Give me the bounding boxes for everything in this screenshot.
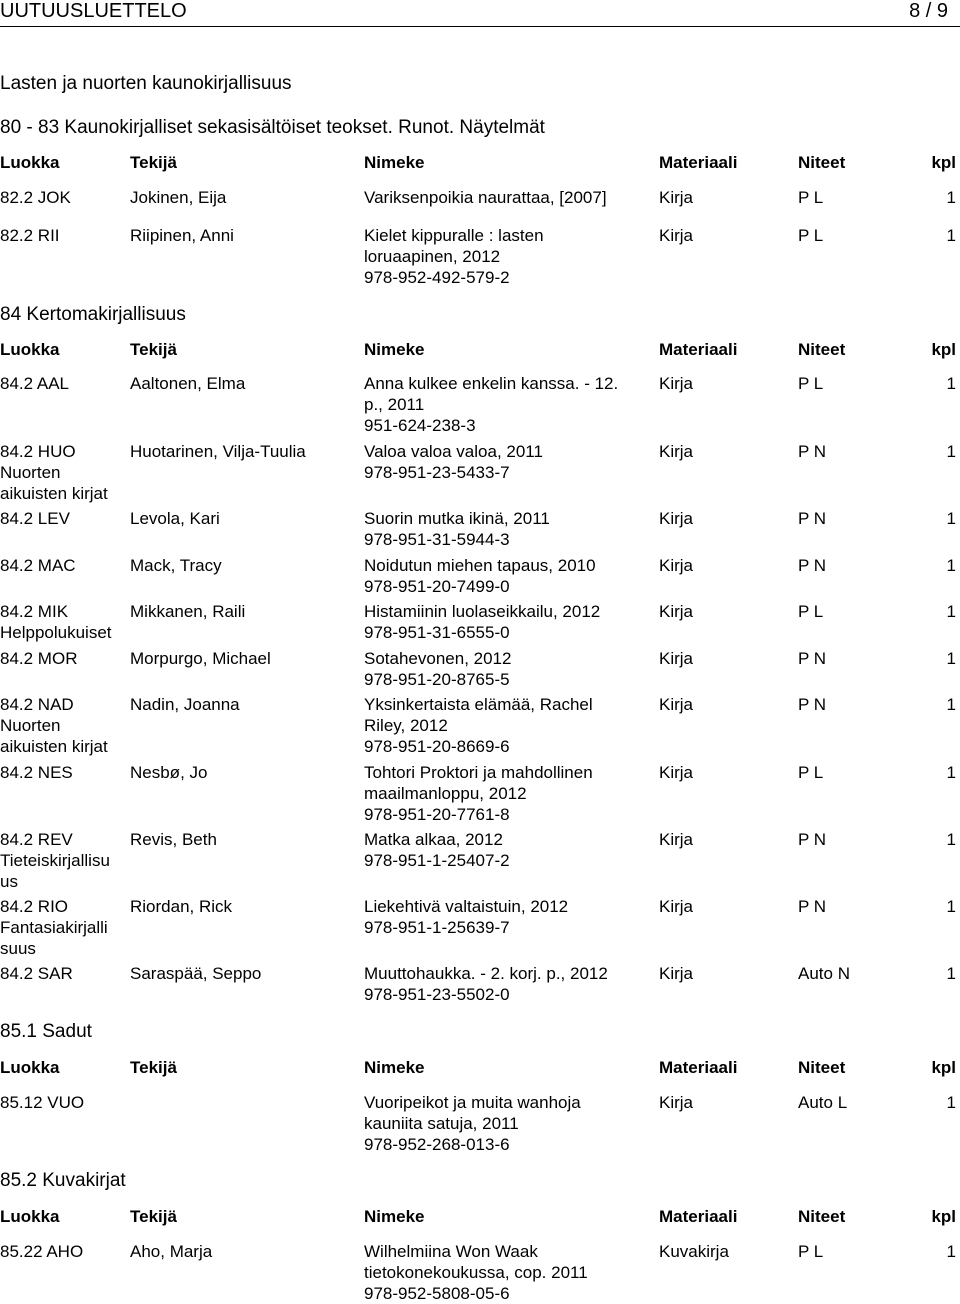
section-heading: 84 Kertomakirjallisuus	[0, 304, 186, 325]
row-kpl: 1	[946, 763, 956, 782]
row-nimeke	[364, 829, 510, 871]
row-materiaali: Kirja	[659, 226, 694, 245]
column-header-materiaali: Materiaali	[659, 340, 738, 359]
row-nimeke-line: Matka alkaa, 2012	[364, 830, 503, 849]
column-header-materiaali: Materiaali	[659, 153, 738, 172]
row-luokka-line: 84.2 REV	[0, 830, 73, 849]
row-luokka	[0, 508, 70, 529]
column-header-nimeke: Nimeke	[364, 1058, 425, 1077]
row-luokka	[0, 896, 108, 959]
row-nimeke-line: Anna kulkee enkelin kanssa. - 12.	[364, 374, 619, 393]
row-nimeke-line: 978-951-23-5502-0	[364, 985, 510, 1004]
row-nimeke	[364, 187, 607, 208]
row-kpl: 1	[946, 1242, 956, 1261]
row-materiaali: Kirja	[659, 897, 694, 916]
row-tekija: Riipinen, Anni	[130, 226, 234, 245]
row-nimeke	[364, 225, 544, 288]
row-materiaali: Kirja	[659, 374, 694, 393]
column-header-luokka: Luokka	[0, 1058, 60, 1077]
row-luokka	[0, 694, 108, 757]
row-luokka	[0, 762, 73, 783]
row-tekija: Aho, Marja	[130, 1242, 213, 1261]
row-luokka-line: 84.2 RIO	[0, 897, 69, 916]
row-kpl: 1	[946, 1093, 956, 1112]
row-luokka	[0, 1241, 83, 1262]
column-header-tekija: Tekijä	[130, 1058, 177, 1077]
row-materiaali: Kirja	[659, 188, 694, 207]
row-nimeke	[364, 555, 596, 597]
row-tekija: Nadin, Joanna	[130, 695, 240, 714]
column-header-kpl: kpl	[931, 1207, 956, 1226]
row-luokka	[0, 441, 108, 504]
row-nimeke-line: loruaapinen, 2012	[364, 247, 501, 266]
row-nimeke	[364, 373, 618, 436]
section-title: Lasten ja nuorten kaunokirjallisuus	[0, 73, 292, 94]
row-luokka-line: suus	[0, 939, 36, 958]
row-luokka	[0, 648, 77, 669]
row-luokka-line: 84.2 NAD	[0, 695, 74, 714]
row-luokka-line: Nuorten	[0, 463, 61, 482]
row-nimeke-line: kauniita satuja, 2011	[364, 1114, 519, 1133]
column-header-niteet: Niteet	[798, 1207, 846, 1226]
row-niteet: P L	[798, 1242, 824, 1261]
row-nimeke-line: Tohtori Proktori ja mahdollinen	[364, 763, 593, 782]
column-header-kpl: kpl	[931, 153, 956, 172]
row-materiaali: Kuvakirja	[659, 1242, 729, 1261]
row-nimeke-line: Riley, 2012	[364, 716, 448, 735]
row-materiaali: Kirja	[659, 1093, 694, 1112]
row-nimeke-line: 978-951-20-8765-5	[364, 670, 510, 689]
row-niteet: P L	[798, 226, 824, 245]
row-niteet: P N	[798, 649, 827, 668]
column-header-materiaali: Materiaali	[659, 1058, 738, 1077]
row-nimeke-line: 978-952-268-013-6	[364, 1135, 510, 1154]
row-nimeke	[364, 896, 568, 938]
row-materiaali: Kirja	[659, 649, 694, 668]
row-nimeke	[364, 508, 550, 550]
row-materiaali: Kirja	[659, 695, 694, 714]
row-tekija: Saraspää, Seppo	[130, 964, 262, 983]
row-kpl: 1	[946, 188, 956, 207]
row-niteet: P N	[798, 509, 827, 528]
row-nimeke-line: Valoa valoa valoa, 2011	[364, 442, 543, 461]
column-header-tekija: Tekijä	[130, 153, 177, 172]
row-luokka-line: 84.2 HUO	[0, 442, 76, 461]
row-tekija: Mack, Tracy	[130, 556, 222, 575]
row-nimeke-line: Vuoripeikot ja muita wanhoja	[364, 1093, 581, 1112]
row-luokka	[0, 555, 76, 576]
row-kpl: 1	[946, 695, 956, 714]
row-luokka	[0, 373, 69, 394]
row-nimeke-line: Histamiinin luolaseikkailu, 2012	[364, 602, 601, 621]
section-heading: 80 - 83 Kaunokirjalliset sekasisältöiset teokset. Runot. Näytelmät	[0, 117, 545, 138]
column-header-materiaali: Materiaali	[659, 1207, 738, 1226]
row-materiaali: Kirja	[659, 964, 694, 983]
row-nimeke-line: Yksinkertaista elämää, Rachel	[364, 695, 593, 714]
row-kpl: 1	[946, 649, 956, 668]
row-nimeke	[364, 762, 593, 825]
row-nimeke-line: tietokonekoukussa, cop. 2011	[364, 1263, 588, 1282]
row-tekija: Huotarinen, Vilja-Tuulia	[130, 442, 306, 461]
row-materiaali: Kirja	[659, 602, 694, 621]
row-tekija: Jokinen, Eija	[130, 188, 227, 207]
row-nimeke-line: Sotahevonen, 2012	[364, 649, 512, 668]
row-luokka	[0, 187, 71, 208]
row-luokka	[0, 963, 73, 984]
row-nimeke	[364, 1241, 588, 1304]
column-header-nimeke: Nimeke	[364, 153, 425, 172]
row-tekija: Aaltonen, Elma	[130, 374, 246, 393]
row-kpl: 1	[946, 442, 956, 461]
row-nimeke-line: 951-624-238-3	[364, 416, 476, 435]
row-luokka-line: 84.2 AAL	[0, 374, 70, 393]
row-luokka	[0, 225, 60, 246]
column-header-tekija: Tekijä	[130, 1207, 177, 1226]
row-tekija: Levola, Kari	[130, 509, 220, 528]
row-luokka-line: us	[0, 872, 18, 891]
row-luokka-line: Helppolukuiset	[0, 623, 112, 642]
row-luokka-line: 85.22 AHO	[0, 1242, 84, 1261]
page-number: 8 / 9	[909, 0, 948, 22]
row-nimeke-line: Muuttohaukka. - 2. korj. p., 2012	[364, 964, 608, 983]
column-header-luokka: Luokka	[0, 1207, 60, 1226]
column-header-luokka: Luokka	[0, 153, 60, 172]
row-tekija: Riordan, Rick	[130, 897, 233, 916]
row-luokka-line: 82.2 RII	[0, 226, 60, 245]
column-header-nimeke: Nimeke	[364, 340, 425, 359]
row-niteet: P N	[798, 556, 827, 575]
column-header-kpl: kpl	[931, 340, 956, 359]
row-niteet: P N	[798, 695, 827, 714]
row-kpl: 1	[946, 226, 956, 245]
row-luokka	[0, 1092, 84, 1113]
row-kpl: 1	[946, 964, 956, 983]
row-niteet: P L	[798, 763, 824, 782]
row-nimeke	[364, 441, 543, 483]
row-materiaali: Kirja	[659, 442, 694, 461]
row-nimeke	[364, 963, 608, 1005]
row-luokka-line: Tieteiskirjallisu	[0, 851, 110, 870]
row-luokka-line: aikuisten kirjat	[0, 737, 108, 756]
row-luokka-line: 84.2 NES	[0, 763, 73, 782]
column-header-tekija: Tekijä	[130, 340, 177, 359]
row-nimeke-line: 978-951-1-25407-2	[364, 851, 510, 870]
row-kpl: 1	[946, 602, 956, 621]
row-nimeke-line: Liekehtivä valtaistuin, 2012	[364, 897, 569, 916]
section-heading: 85.2 Kuvakirjat	[0, 1170, 126, 1191]
column-header-luokka: Luokka	[0, 340, 60, 359]
row-nimeke-line: 978-951-1-25639-7	[364, 918, 510, 937]
row-kpl: 1	[946, 374, 956, 393]
row-luokka-line: Fantasiakirjalli	[0, 918, 108, 937]
row-niteet: P L	[798, 188, 824, 207]
row-luokka-line: 84.2 LEV	[0, 509, 70, 528]
row-luokka-line: 84.2 MAC	[0, 556, 76, 575]
row-niteet: Auto N	[798, 964, 850, 983]
row-nimeke-line: Variksenpoikia naurattaa, [2007]	[364, 188, 607, 207]
row-niteet: P N	[798, 830, 827, 849]
section-heading: 85.1 Sadut	[0, 1021, 92, 1042]
row-luokka	[0, 829, 110, 892]
row-niteet: Auto L	[798, 1093, 848, 1112]
row-materiaali: Kirja	[659, 763, 694, 782]
row-luokka-line: 84.2 MIK	[0, 602, 69, 621]
row-materiaali: Kirja	[659, 556, 694, 575]
row-kpl: 1	[946, 556, 956, 575]
header-rule	[0, 26, 960, 27]
column-header-niteet: Niteet	[798, 340, 846, 359]
row-niteet: P L	[798, 374, 824, 393]
row-nimeke-line: Suorin mutka ikinä, 2011	[364, 509, 550, 528]
row-tekija: Revis, Beth	[130, 830, 217, 849]
row-luokka-line: 82.2 JOK	[0, 188, 71, 207]
row-nimeke-line: Noidutun miehen tapaus, 2010	[364, 556, 596, 575]
row-luokka-line: aikuisten kirjat	[0, 484, 108, 503]
row-niteet: P L	[798, 602, 824, 621]
row-kpl: 1	[946, 509, 956, 528]
row-tekija: Nesbø, Jo	[130, 763, 208, 782]
row-nimeke-line: Kielet kippuralle : lasten	[364, 226, 544, 245]
row-nimeke-line: 978-952-5808-05-6	[364, 1284, 510, 1303]
row-nimeke-line: 978-951-20-7499-0	[364, 577, 510, 596]
column-header-kpl: kpl	[931, 1058, 956, 1077]
row-luokka-line: Nuorten	[0, 716, 61, 735]
column-header-niteet: Niteet	[798, 1058, 846, 1077]
row-nimeke-line: Wilhelmiina Won Waak	[364, 1242, 538, 1261]
row-kpl: 1	[946, 830, 956, 849]
row-luokka-line: 85.12 VUO	[0, 1093, 85, 1112]
row-tekija: Morpurgo, Michael	[130, 649, 271, 668]
row-nimeke	[364, 694, 593, 757]
row-nimeke-line: maailmanloppu, 2012	[364, 784, 527, 803]
row-luokka	[0, 601, 112, 643]
row-tekija: Mikkanen, Raili	[130, 602, 246, 621]
row-nimeke-line: 978-951-31-6555-0	[364, 623, 510, 642]
row-kpl: 1	[946, 897, 956, 916]
row-nimeke	[364, 648, 511, 690]
row-nimeke-line: 978-952-492-579-2	[364, 268, 510, 287]
row-niteet: P N	[798, 897, 827, 916]
row-nimeke-line: 978-951-20-8669-6	[364, 737, 510, 756]
row-nimeke-line: 978-951-31-5944-3	[364, 530, 510, 549]
row-nimeke-line: 978-951-23-5433-7	[364, 463, 510, 482]
row-nimeke	[364, 601, 600, 643]
row-materiaali: Kirja	[659, 509, 694, 528]
row-materiaali: Kirja	[659, 830, 694, 849]
column-header-nimeke: Nimeke	[364, 1207, 425, 1226]
row-nimeke-line: p., 2011	[364, 395, 425, 414]
row-luokka-line: 84.2 MOR	[0, 649, 78, 668]
row-luokka-line: 84.2 SAR	[0, 964, 73, 983]
page-title: UUTUUSLUETTELO	[0, 0, 187, 22]
row-nimeke-line: 978-951-20-7761-8	[364, 805, 510, 824]
column-header-niteet: Niteet	[798, 153, 846, 172]
row-nimeke	[364, 1092, 581, 1155]
row-niteet: P N	[798, 442, 827, 461]
